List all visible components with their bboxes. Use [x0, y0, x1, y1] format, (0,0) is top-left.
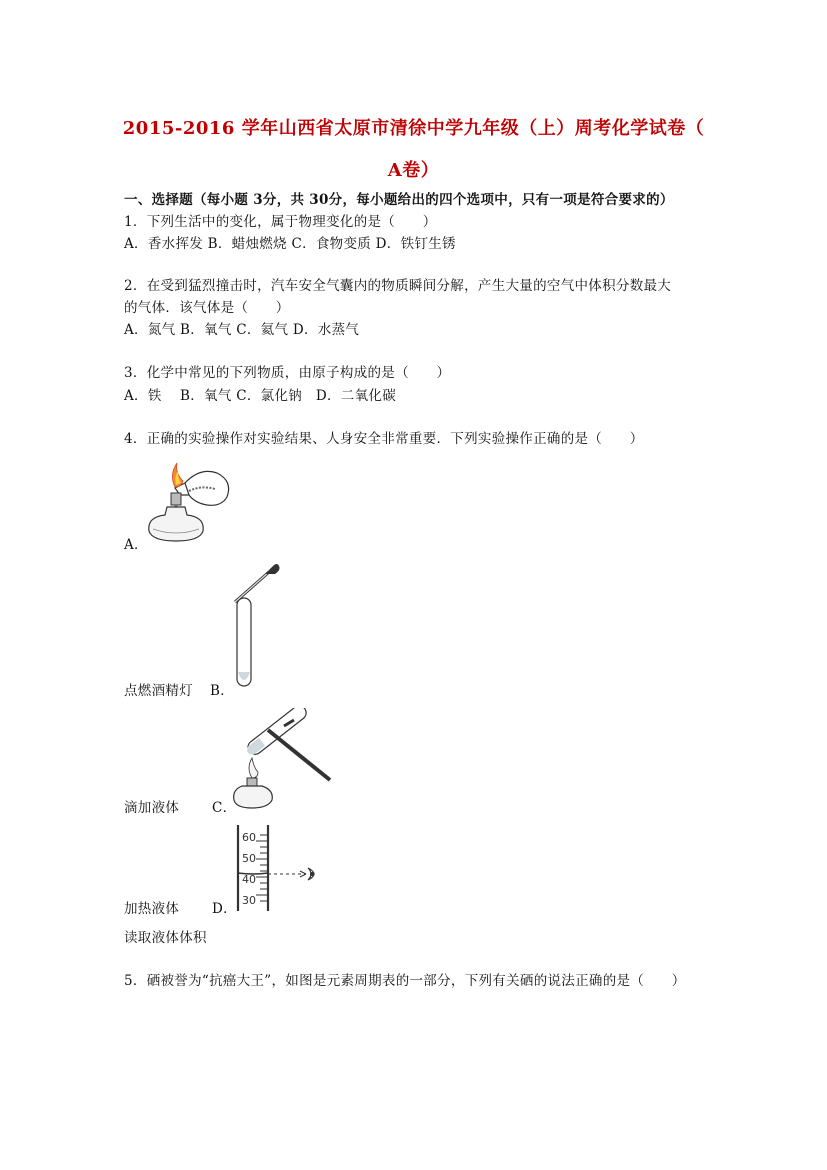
heating-test-tube-figure: [232, 708, 337, 810]
q4-stem: 4．正确的实验操作对实验结果、人身安全非常重要．下列实验操作正确的是（ ）: [124, 431, 644, 447]
section-heading: 一、选择题（每小题 3分，共 30分，每小题给出的四个选项中，只有一项是符合要求的）: [124, 192, 674, 208]
q1-options: A．香水挥发 B．蜡烛燃烧 C．食物变质 D．铁钉生锈: [124, 236, 456, 252]
q4-option-c-caption: 加热液体: [124, 901, 180, 917]
q4-option-a-label: A．: [124, 537, 148, 553]
alcohol-lamp-lighting-figure: [145, 455, 240, 550]
dropper-test-tube-figure: [225, 562, 285, 694]
graduated-cylinder-figure: [230, 825, 326, 913]
q3-options: A．铁 B．氧气 C．氯化钠 D．二氧化碳: [124, 388, 397, 404]
cylinder-mark-40: 40: [242, 873, 256, 886]
q4-option-c-label: C．: [212, 800, 237, 816]
q4-option-d-label: D．: [212, 901, 237, 917]
cylinder-mark-30: 30: [242, 894, 256, 907]
q3-stem: 3．化学中常见的下列物质，由原子构成的是（ ）: [124, 365, 451, 381]
q2-stem-line1: 2．在受到猛烈撞击时，汽车安全气囊内的物质瞬间分解，产生大量的空气中体积分数最大: [124, 278, 672, 294]
q2-options: A．氮气 B．氧气 C．氦气 D．水蒸气: [124, 322, 360, 338]
cylinder-mark-50: 50: [242, 852, 256, 865]
q4-option-b-label: B．: [210, 683, 235, 699]
q2-stem-line2: 的气体．该气体是（ ）: [124, 300, 290, 316]
q1-stem: 1．下列生活中的变化，属于物理变化的是（ ）: [124, 214, 437, 230]
q4-option-d-caption: 读取液体体积: [124, 930, 207, 946]
exam-title-line1: 2015-2016 学年山西省太原市清徐中学九年级（上）周考化学试卷（: [122, 118, 705, 139]
q4-option-b-caption: 滴加液体: [124, 800, 180, 816]
q5-stem: 5．硒被誉为“抗癌大王”，如图是元素周期表的一部分，下列有关硒的说法正确的是（ ）: [124, 973, 686, 989]
q4-option-a-caption: 点燃酒精灯: [124, 683, 193, 699]
cylinder-mark-60: 60: [242, 831, 256, 844]
exam-title-line2: A卷）: [387, 160, 440, 181]
